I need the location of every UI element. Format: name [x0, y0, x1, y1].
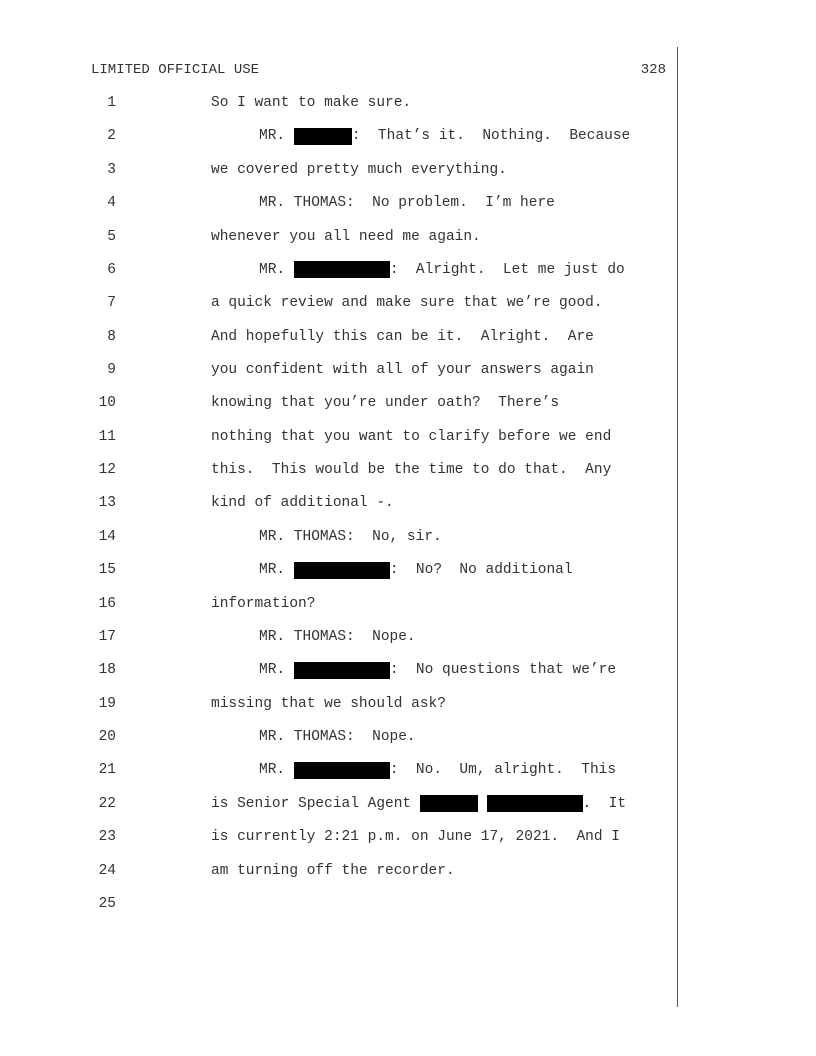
line-number: 20: [98, 729, 116, 745]
line-segment: : That’s it. Nothing. Because: [351, 128, 631, 145]
line-segment: MR.: [259, 261, 294, 278]
line-text: [211, 427, 611, 447]
line-number: 17: [98, 628, 116, 645]
line-text: [211, 327, 594, 347]
transcript-line: [0, 527, 680, 547]
line-segment: : Alright. Let me just do: [389, 261, 625, 278]
line-segment: : No. Um, alright. This: [389, 762, 617, 779]
redaction-block: [420, 795, 478, 812]
line-number: 23: [98, 829, 116, 846]
line-segment: whenever you all need me again.: [211, 228, 481, 245]
redaction-block: [294, 762, 390, 779]
line-text: [211, 493, 394, 513]
line-text: [211, 227, 481, 247]
line-segment: am turning off the recorder.: [211, 862, 455, 879]
line-number: 5: [107, 228, 116, 245]
line-text: [259, 126, 630, 146]
line-text: [259, 660, 616, 680]
transcript-line: [0, 861, 680, 881]
redaction-block: [487, 795, 583, 812]
line-text: [259, 193, 555, 213]
line-text: [211, 160, 507, 180]
transcript-line: [0, 727, 680, 747]
line-segment: we covered pretty much everything.: [211, 161, 507, 178]
line-text: [211, 360, 594, 380]
line-segment: : No? No additional: [389, 562, 573, 579]
line-number: 10: [98, 395, 116, 412]
line-segment: this. This would be the time to do that. Any: [211, 462, 612, 479]
transcript-line: [0, 427, 680, 447]
line-text: [211, 460, 611, 480]
line-number: 19: [98, 695, 116, 712]
transcript-line: [0, 227, 680, 247]
line-number: 16: [98, 595, 116, 612]
line-segment: missing that we should ask?: [211, 695, 446, 712]
line-number: 1: [107, 95, 116, 111]
transcript-line: [0, 627, 680, 647]
line-segment: And hopefully this can be it. Alright. Are: [211, 328, 594, 345]
transcript-line: [0, 694, 680, 714]
line-number: 3: [107, 161, 116, 178]
line-text: [211, 594, 315, 614]
line-number: 21: [98, 762, 116, 779]
line-number: 24: [98, 862, 116, 879]
line-text: [259, 727, 416, 747]
line-number: 11: [98, 428, 116, 445]
line-segment: nothing that you want to clarify before we end: [211, 428, 612, 445]
line-segment: MR. THOMAS: Nope.: [259, 628, 416, 645]
line-text: [211, 93, 411, 113]
transcript-line: [0, 460, 680, 480]
line-segment: MR.: [259, 562, 294, 579]
line-text: [211, 827, 620, 847]
line-text: [259, 760, 616, 780]
line-text: [259, 560, 573, 580]
transcript-line: [0, 794, 680, 814]
line-number: 25: [98, 895, 116, 912]
transcript-line: [0, 327, 680, 347]
line-text: [211, 794, 626, 814]
line-segment: MR.: [259, 762, 294, 779]
line-segment: MR. THOMAS: No, sir.: [259, 528, 442, 545]
classification-header: LIMITED OFFICIAL USE: [91, 62, 260, 78]
line-number: 15: [98, 562, 116, 579]
line-segment: MR. THOMAS: No problem. I’m here: [259, 195, 555, 212]
line-segment: is Senior Special Agent: [211, 795, 420, 812]
transcript-line: [0, 560, 680, 580]
transcript-line: [0, 160, 680, 180]
line-number: 4: [107, 195, 116, 212]
line-segment: MR.: [259, 662, 294, 679]
line-segment: is currently 2:21 p.m. on June 17, 2021. And I: [211, 829, 620, 846]
line-text: [211, 393, 559, 413]
redaction-block: [294, 261, 390, 278]
line-number: 6: [107, 261, 116, 278]
transcript-line: [0, 827, 680, 847]
transcript-line: [0, 760, 680, 780]
line-segment: knowing that you’re under oath? There’s: [211, 395, 560, 412]
line-text: [211, 293, 603, 313]
transcript-line: [0, 260, 680, 280]
line-segment: So I want to make sure.: [211, 95, 412, 111]
line-segment: MR. THOMAS: Nope.: [259, 729, 416, 745]
line-text: [259, 527, 442, 547]
line-number: 22: [98, 795, 116, 812]
transcript-line: [0, 193, 680, 213]
line-number: 2: [107, 128, 116, 145]
transcript-line: [0, 393, 680, 413]
transcript-line: [0, 594, 680, 614]
line-segment: [478, 794, 487, 814]
line-number: 13: [98, 495, 116, 512]
line-segment: information?: [211, 595, 316, 612]
transcript-line: [0, 126, 680, 146]
redaction-block: [294, 128, 352, 145]
line-segment: MR.: [259, 128, 294, 145]
line-segment: : No questions that we’re: [389, 662, 617, 679]
transcript-line: [0, 93, 680, 113]
line-number: 18: [98, 662, 116, 679]
line-number: 7: [107, 295, 116, 312]
page-number: 328: [640, 62, 666, 78]
line-segment: . It: [582, 795, 627, 812]
line-text: [259, 260, 625, 280]
transcript-line: [0, 360, 680, 380]
line-number: 9: [107, 362, 116, 378]
transcript-line: [0, 894, 680, 914]
line-segment: a quick review and make sure that we’re good.: [211, 295, 603, 312]
line-text: [211, 861, 455, 881]
line-number: 14: [98, 528, 116, 545]
transcript-line: [0, 493, 680, 513]
transcript-line: [0, 660, 680, 680]
line-segment: you confident with all of your answers again: [211, 362, 594, 378]
redaction-block: [294, 562, 390, 579]
redaction-block: [294, 662, 390, 679]
line-text: [259, 627, 416, 647]
line-number: 12: [98, 462, 116, 479]
line-text: [211, 694, 446, 714]
line-number: 8: [107, 328, 116, 345]
line-segment: kind of additional -.: [211, 495, 394, 512]
transcript-line: [0, 293, 680, 313]
